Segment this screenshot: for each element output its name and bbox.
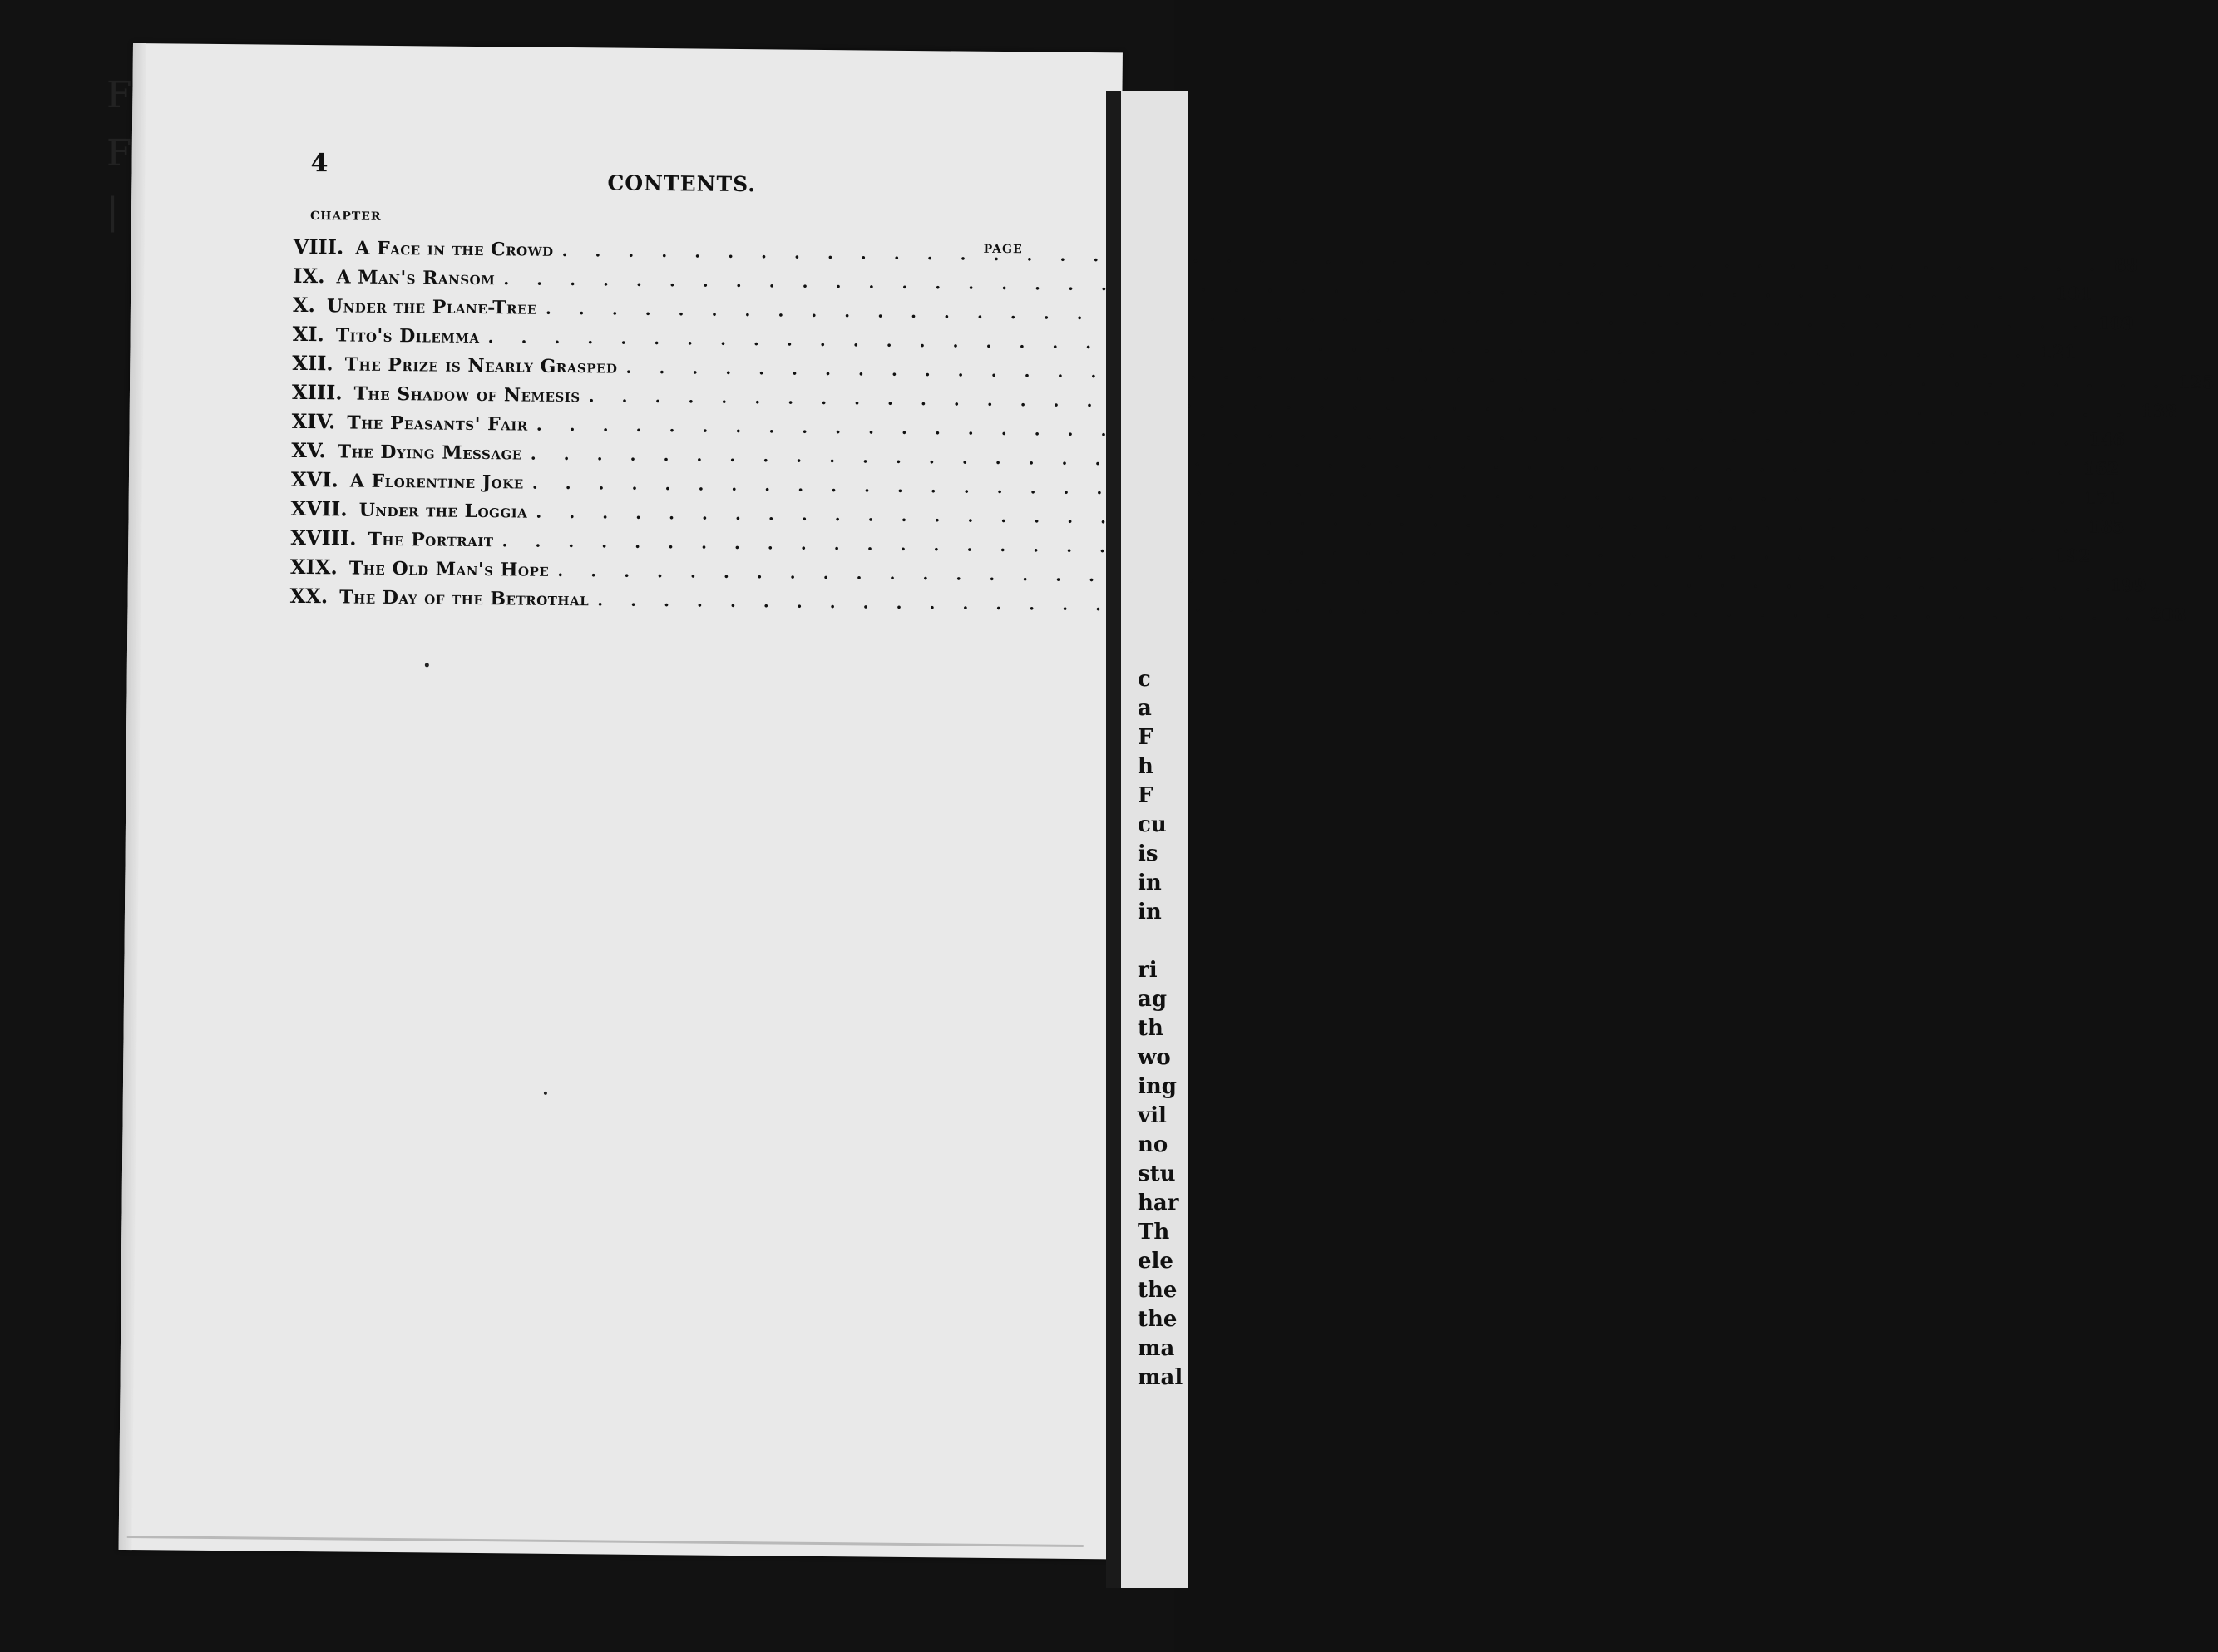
chapter-title: The Dying Message	[337, 441, 522, 465]
page-number: 4	[310, 149, 329, 179]
facing-page-text: c a F h F cu is in in ri ag th wo ing vil no stu har Th ele the the ma mal	[1138, 667, 1183, 1390]
chapter-page-number: 121	[2039, 341, 2077, 362]
chapter-title: A Man's Ransom	[336, 266, 496, 290]
facing-page	[1121, 91, 1188, 1588]
chapter-page-number: 185	[2087, 515, 2125, 538]
chapter-title: Tito's Dilemma	[335, 324, 480, 348]
chapter-page-number: 109	[2097, 312, 2135, 334]
chapter-page-number: 192	[2053, 545, 2091, 566]
chapter-title: The Old Man's Hope	[348, 557, 550, 581]
chapter-column-header: CHAPTER	[309, 210, 382, 224]
chapter-title: The Day of the Betrothal	[339, 586, 590, 611]
chapter-title: The Portrait	[368, 528, 494, 552]
chapter-number: IX.	[293, 263, 325, 288]
table-of-contents	[289, 234, 2215, 625]
chapter-number: XI.	[292, 321, 324, 347]
ink-speck	[425, 663, 429, 667]
chapter-title: A Face in the Crowd	[355, 237, 554, 261]
chapter-number: XVII.	[290, 496, 348, 521]
chapter-number: XIII.	[291, 379, 343, 405]
chapter-page-number: 138	[2141, 400, 2178, 422]
chapter-title: The Prize is Nearly Grasped	[344, 353, 618, 378]
chapter-number: XIV.	[291, 408, 336, 434]
chapter-page-number: 146	[2088, 428, 2126, 451]
chapter-number: XIX.	[289, 554, 338, 579]
chapter-page-number: 125	[2177, 371, 2215, 393]
chapter-number: XVI.	[290, 466, 338, 492]
margin-marks: F F |	[106, 74, 132, 233]
chapter-page-number: 162	[2082, 457, 2120, 479]
chapter-page-number: 171	[2084, 486, 2122, 508]
page-column-header: PAGE	[983, 242, 1023, 257]
chapter-page-number: 88	[2113, 254, 2139, 276]
chapter-page-number: 101	[2055, 283, 2092, 304]
chapter-number: X.	[292, 292, 316, 318]
page-bottom-edge	[127, 1536, 1084, 1547]
chapter-number: XVIII.	[290, 525, 357, 550]
chapter-title: Under the Plane-Tree	[326, 295, 538, 319]
chapter-title: A Florentine Joke	[349, 470, 524, 494]
book-spine	[1106, 91, 1121, 1588]
ink-speck	[544, 1092, 547, 1095]
chapter-number: VIII.	[293, 234, 344, 259]
page-title: CONTENTS.	[607, 170, 757, 197]
chapter-title: The Peasants' Fair	[347, 412, 528, 436]
chapter-page-number: 208	[2149, 604, 2186, 625]
chapter-number: XX.	[289, 583, 329, 609]
chapter-number: XII.	[292, 350, 333, 376]
chapter-title: The Shadow of Nemesis	[353, 382, 580, 407]
dot-leader	[597, 589, 2141, 624]
chapter-title: Under the Loggia	[358, 499, 528, 523]
chapter-number: XV.	[291, 437, 326, 463]
chapter-page-number: 199	[2109, 574, 2146, 596]
